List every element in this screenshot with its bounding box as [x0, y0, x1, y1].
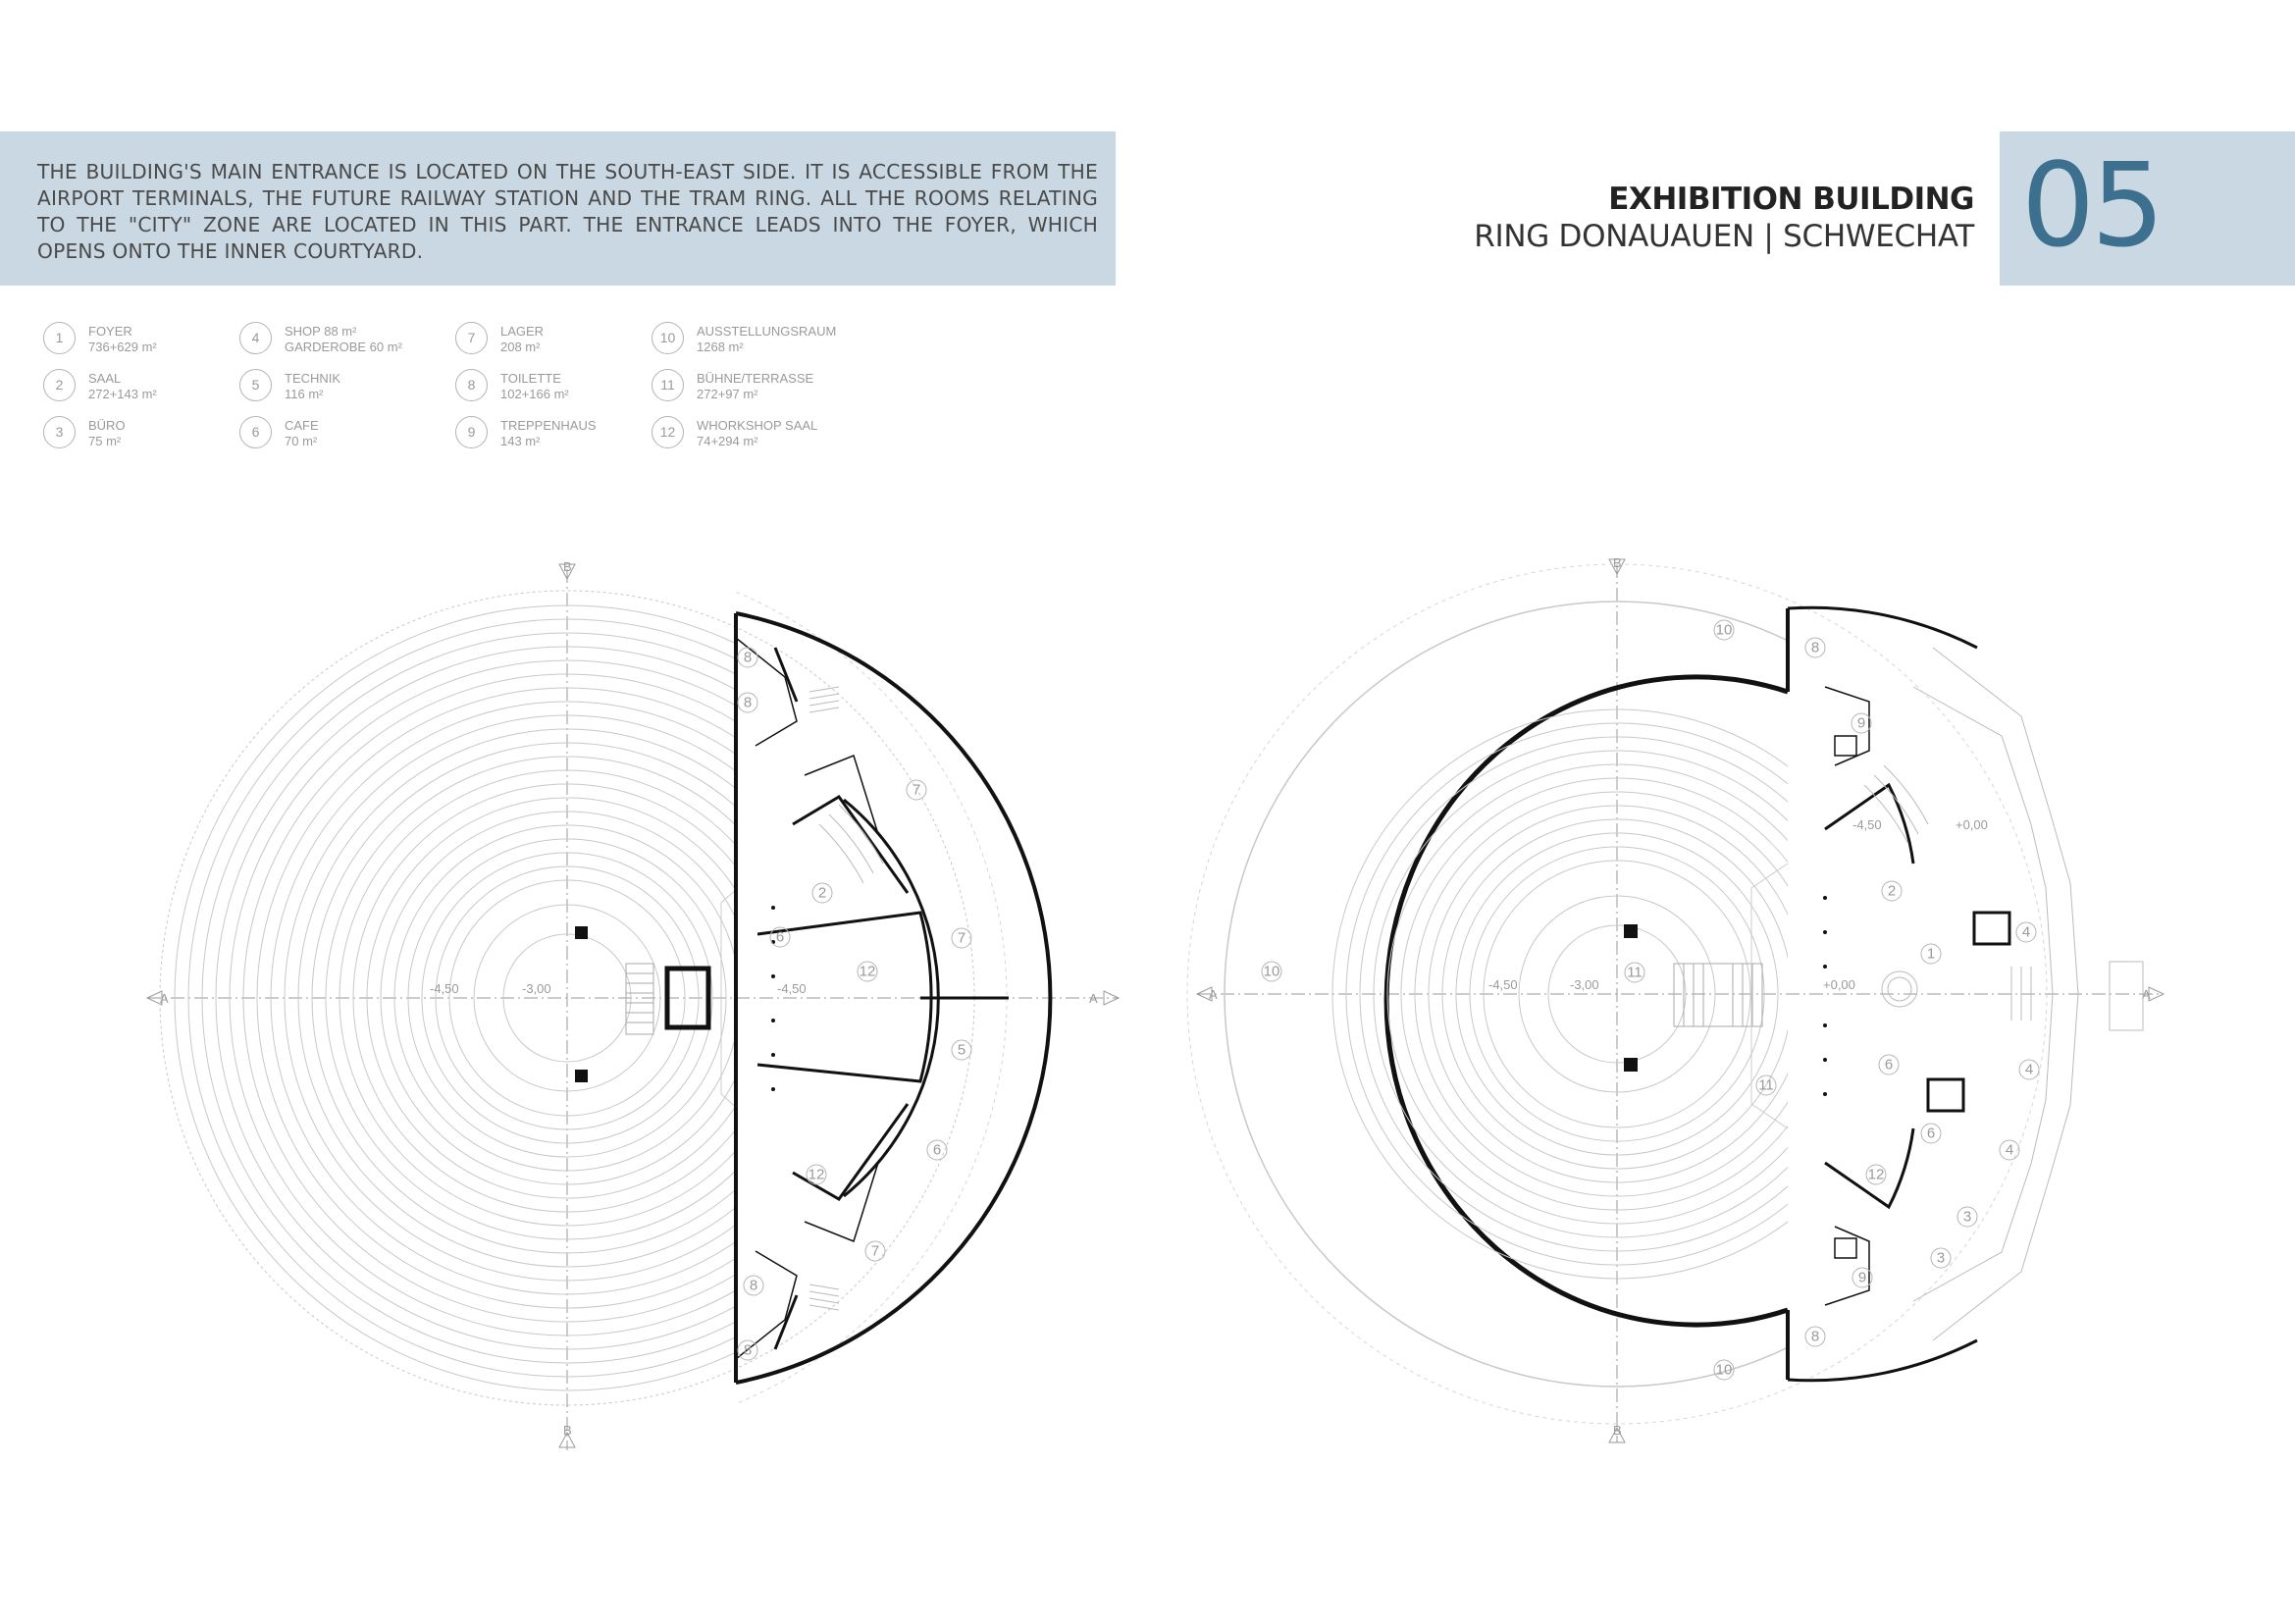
legend-area: 75 m²: [88, 434, 122, 448]
room-number: 12: [808, 1166, 825, 1183]
legend-area: 208 m²: [500, 340, 541, 354]
room-number: 10: [1715, 621, 1733, 639]
legend-name: SAAL: [88, 371, 122, 386]
legend-area: 70 m²: [285, 434, 318, 448]
room-number: 7: [912, 781, 921, 799]
legend-name: CAFE: [285, 418, 319, 433]
page-title: EXHIBITION BUILDING: [1608, 182, 1974, 217]
legend-name: LAGER: [500, 324, 545, 339]
level-label: -4,50: [430, 981, 459, 996]
legend-area: 74+294 m²: [697, 434, 758, 448]
column-block: [1624, 924, 1638, 938]
legend-name: TOILETTE: [500, 371, 561, 386]
section-label-b: B: [1613, 555, 1622, 570]
legend-number: 5: [239, 369, 272, 401]
room-number: 2: [817, 884, 827, 902]
legend-number: 8: [455, 369, 488, 401]
legend-number: 6: [239, 416, 272, 448]
legend-area: 143 m²: [500, 434, 541, 448]
room-number: 8: [743, 649, 753, 666]
legend-area: 272+97 m²: [697, 387, 758, 401]
section-label-b: B: [563, 559, 572, 574]
legend-name: TREPPENHAUS: [500, 418, 597, 433]
column-block: [575, 926, 588, 939]
room-number: 9: [1857, 1269, 1867, 1286]
legend-name: AUSSTELLUNGSRAUM: [697, 324, 837, 339]
stairs: [626, 964, 653, 1034]
section-label-b: B: [563, 1423, 572, 1438]
room-number: 3: [1962, 1208, 1972, 1226]
room-number: 3: [1936, 1249, 1946, 1267]
legend-name: FOYER: [88, 324, 132, 339]
room-number: 8: [743, 1341, 753, 1359]
legend-number: 7: [455, 322, 488, 354]
level-label: -3,00: [522, 981, 551, 996]
legend-name: TECHNIK: [285, 371, 341, 386]
room-number: 4: [2005, 1141, 2014, 1159]
page-number: 05: [2021, 137, 2162, 273]
legend-number: 11: [652, 369, 684, 401]
room-number: 12: [1867, 1166, 1885, 1183]
legend-number: 12: [652, 416, 684, 448]
room-number: 6: [1926, 1125, 1936, 1142]
room-number: 6: [1884, 1056, 1894, 1074]
legend-number: 2: [43, 369, 76, 401]
room-number: 11: [1627, 964, 1643, 981]
room-number: 8: [1810, 639, 1820, 656]
section-label-a: A: [1209, 987, 1218, 1002]
room-number: 4: [2021, 923, 2031, 941]
room-number: 9: [1856, 714, 1866, 732]
level-label: -3,00: [1570, 977, 1599, 992]
level-label: -4,50: [1488, 977, 1518, 992]
intro-text: THE BUILDING'S MAIN ENTRANCE IS LOCATED ON THE SOUTH-EAST SIDE. IT IS ACCESSIBLE FROM THE AIRPORT TERMINALS, THE FUTURE RAILWAY STATION AND THE TRAM RING. ALL THE ROOMS RELATING TO THE "CITY" ZONE ARE LOCATED IN THIS PART. THE ENTRANCE LEADS INTO THE FOYER, WHICH OPENS ONTO THE INNER COURTYARD.: [37, 160, 1098, 263]
legend-number: 3: [43, 416, 76, 448]
section-label-b: B: [1613, 1423, 1622, 1438]
room-number: 8: [749, 1277, 758, 1294]
section-label-a: A: [1089, 991, 1098, 1006]
room-number: 11: [1758, 1076, 1774, 1094]
legend-number: 1: [43, 322, 76, 354]
level-label: -4,50: [1852, 817, 1882, 832]
room-number: 6: [932, 1141, 942, 1159]
floor-plan-ground-level: [1187, 555, 2164, 1442]
room-number: 12: [859, 963, 876, 980]
column-block: [1624, 1058, 1638, 1072]
legend-area: GARDEROBE 60 m²: [285, 340, 402, 354]
room-number: 4: [2024, 1061, 2034, 1078]
level-label: +0,00: [1823, 977, 1855, 992]
legend-number: 9: [455, 416, 488, 448]
room-number: 10: [1263, 963, 1280, 980]
room-number: 7: [957, 929, 966, 947]
legend-name: WHORKSHOP SAAL: [697, 418, 818, 433]
legend-area: 1268 m²: [697, 340, 744, 354]
legend-area: 736+629 m²: [88, 340, 157, 354]
room-number: 5: [957, 1041, 966, 1059]
room-number: 8: [1810, 1328, 1820, 1345]
room-number: 1: [1926, 945, 1936, 963]
legend-number: 10: [652, 322, 684, 354]
legend-name: BÜHNE/TERRASSE: [697, 371, 814, 386]
floor-plan-lower-level: [128, 558, 1119, 1450]
level-label: +0,00: [1956, 817, 1988, 832]
legend-number: 4: [239, 322, 272, 354]
room-number: 8: [743, 694, 753, 711]
room-number: 6: [775, 928, 785, 946]
column-block: [575, 1070, 588, 1082]
room-number: 2: [1887, 882, 1897, 900]
legend-name: SHOP 88 m²: [285, 324, 357, 339]
section-label-a: A: [160, 991, 169, 1006]
room-number: 10: [1715, 1361, 1733, 1379]
legend-area: 272+143 m²: [88, 387, 157, 401]
legend-name: BÜRO: [88, 418, 126, 433]
column-dots: [1823, 896, 1827, 1096]
page-subtitle: RING DONAUAUEN | SCHWECHAT: [1474, 219, 1974, 254]
legend-area: 102+166 m²: [500, 387, 569, 401]
arena-wall: [1386, 677, 1788, 1325]
room-number: 7: [870, 1242, 880, 1260]
legend-area: 116 m²: [285, 387, 324, 401]
section-label-a: A: [2142, 987, 2151, 1002]
level-label: -4,50: [777, 981, 807, 996]
